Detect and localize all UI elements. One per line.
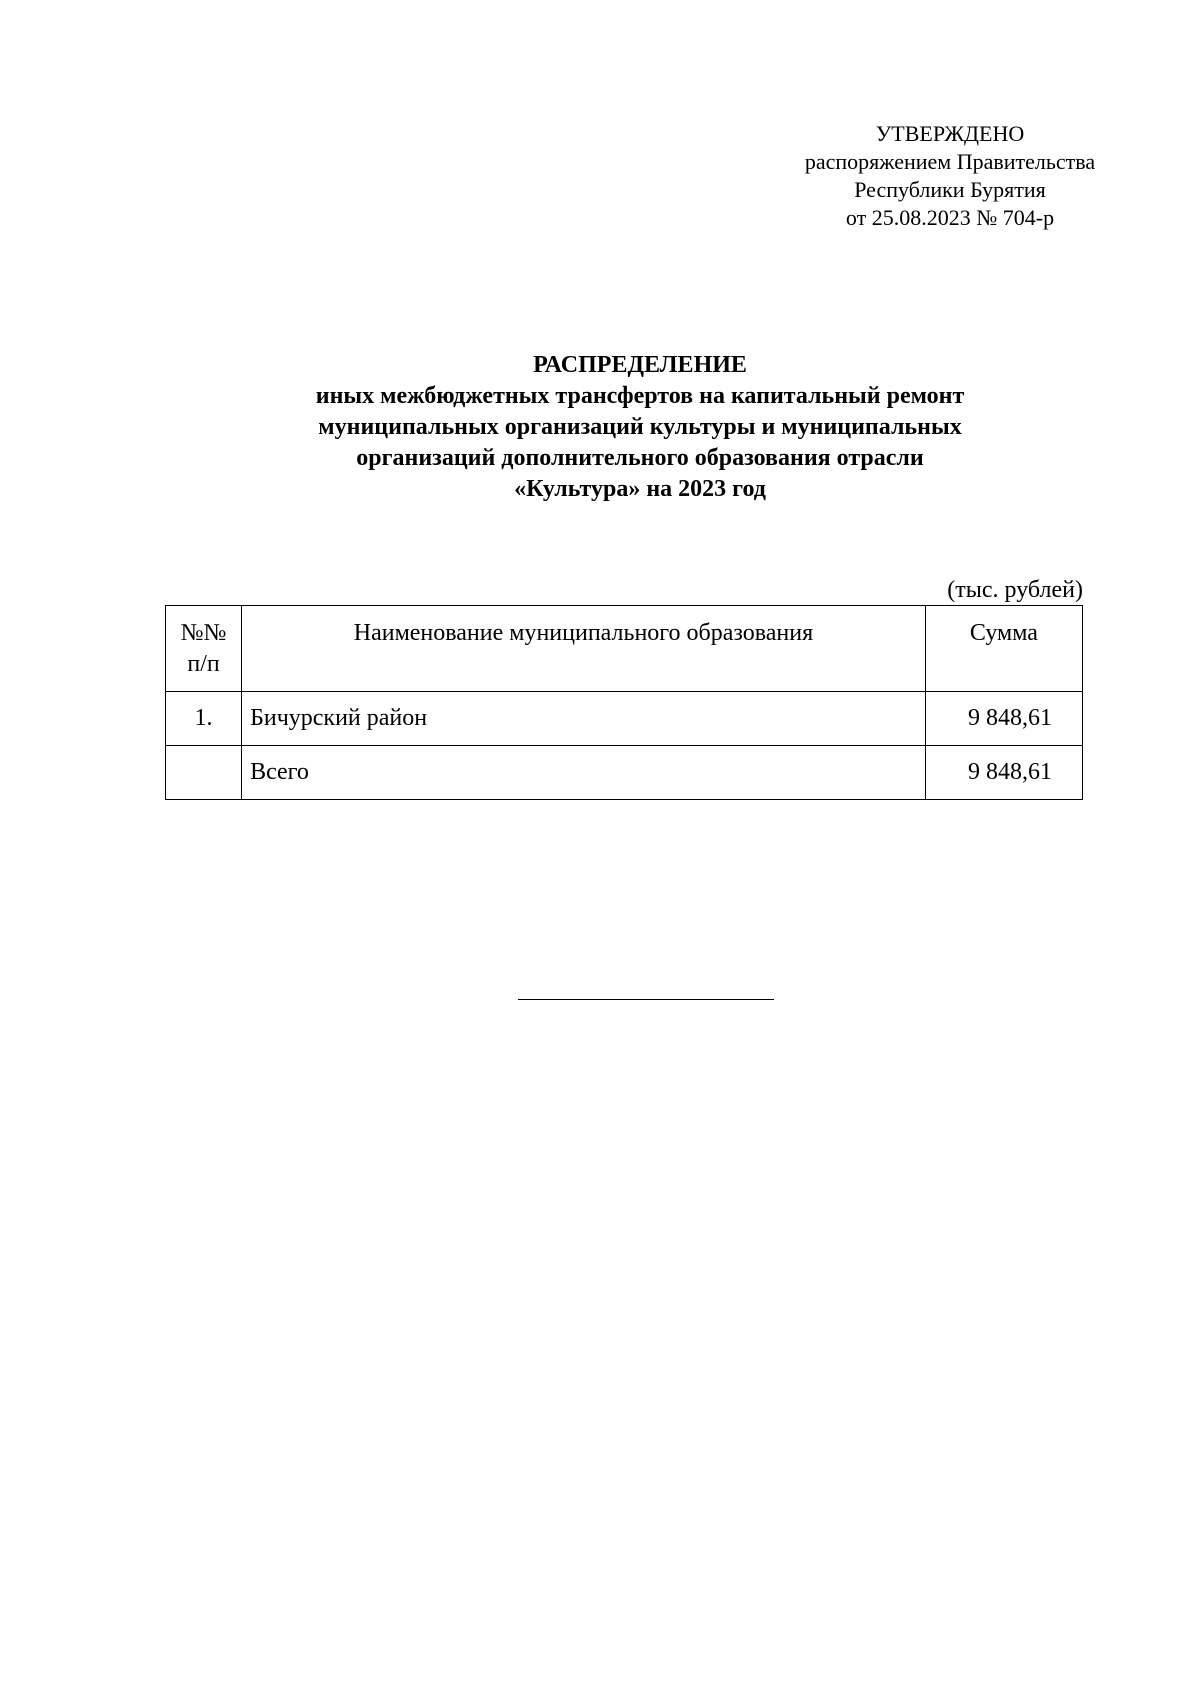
row-municipality-name: Бичурский район bbox=[242, 692, 926, 746]
approval-line: распоряжением Правительства bbox=[804, 149, 1096, 174]
row-number: 1. bbox=[166, 692, 242, 746]
title-line: организаций дополнительного образования отрасли bbox=[356, 445, 924, 471]
approval-line: Республики Бурятия bbox=[854, 177, 1046, 202]
table-header-row bbox=[166, 606, 1083, 692]
row-sum: 9 848,61 bbox=[925, 692, 1082, 746]
title-line: «Культура» на 2023 год bbox=[514, 476, 766, 502]
title-heading: РАСПРЕДЕЛЕНИЕ bbox=[533, 352, 747, 378]
header-sum: Сумма bbox=[925, 606, 1082, 692]
document-end-divider bbox=[518, 999, 774, 1000]
header-number-line1: №№ bbox=[180, 620, 227, 646]
title-line: муниципальных организаций культуры и муниципальных bbox=[318, 414, 962, 440]
total-label: Всего bbox=[242, 746, 926, 800]
header-number bbox=[166, 606, 242, 692]
document-title bbox=[170, 350, 1110, 505]
approval-title: УТВЕРЖДЕНО bbox=[875, 121, 1025, 146]
table-row bbox=[166, 692, 1083, 746]
approval-date-number: от 25.08.2023 № 704-р bbox=[845, 205, 1055, 230]
header-number-line2: п/п bbox=[187, 651, 220, 677]
approval-stamp bbox=[770, 120, 1130, 232]
total-number bbox=[166, 746, 242, 800]
total-sum: 9 848,61 bbox=[925, 746, 1082, 800]
table-total-row bbox=[166, 746, 1083, 800]
title-line: иных межбюджетных трансфертов на капитальный ремонт bbox=[315, 383, 965, 409]
distribution-table bbox=[165, 605, 1083, 800]
units-label: (тыс. рублей) bbox=[947, 577, 1083, 603]
header-municipality-name: Наименование муниципального образования bbox=[242, 606, 926, 692]
